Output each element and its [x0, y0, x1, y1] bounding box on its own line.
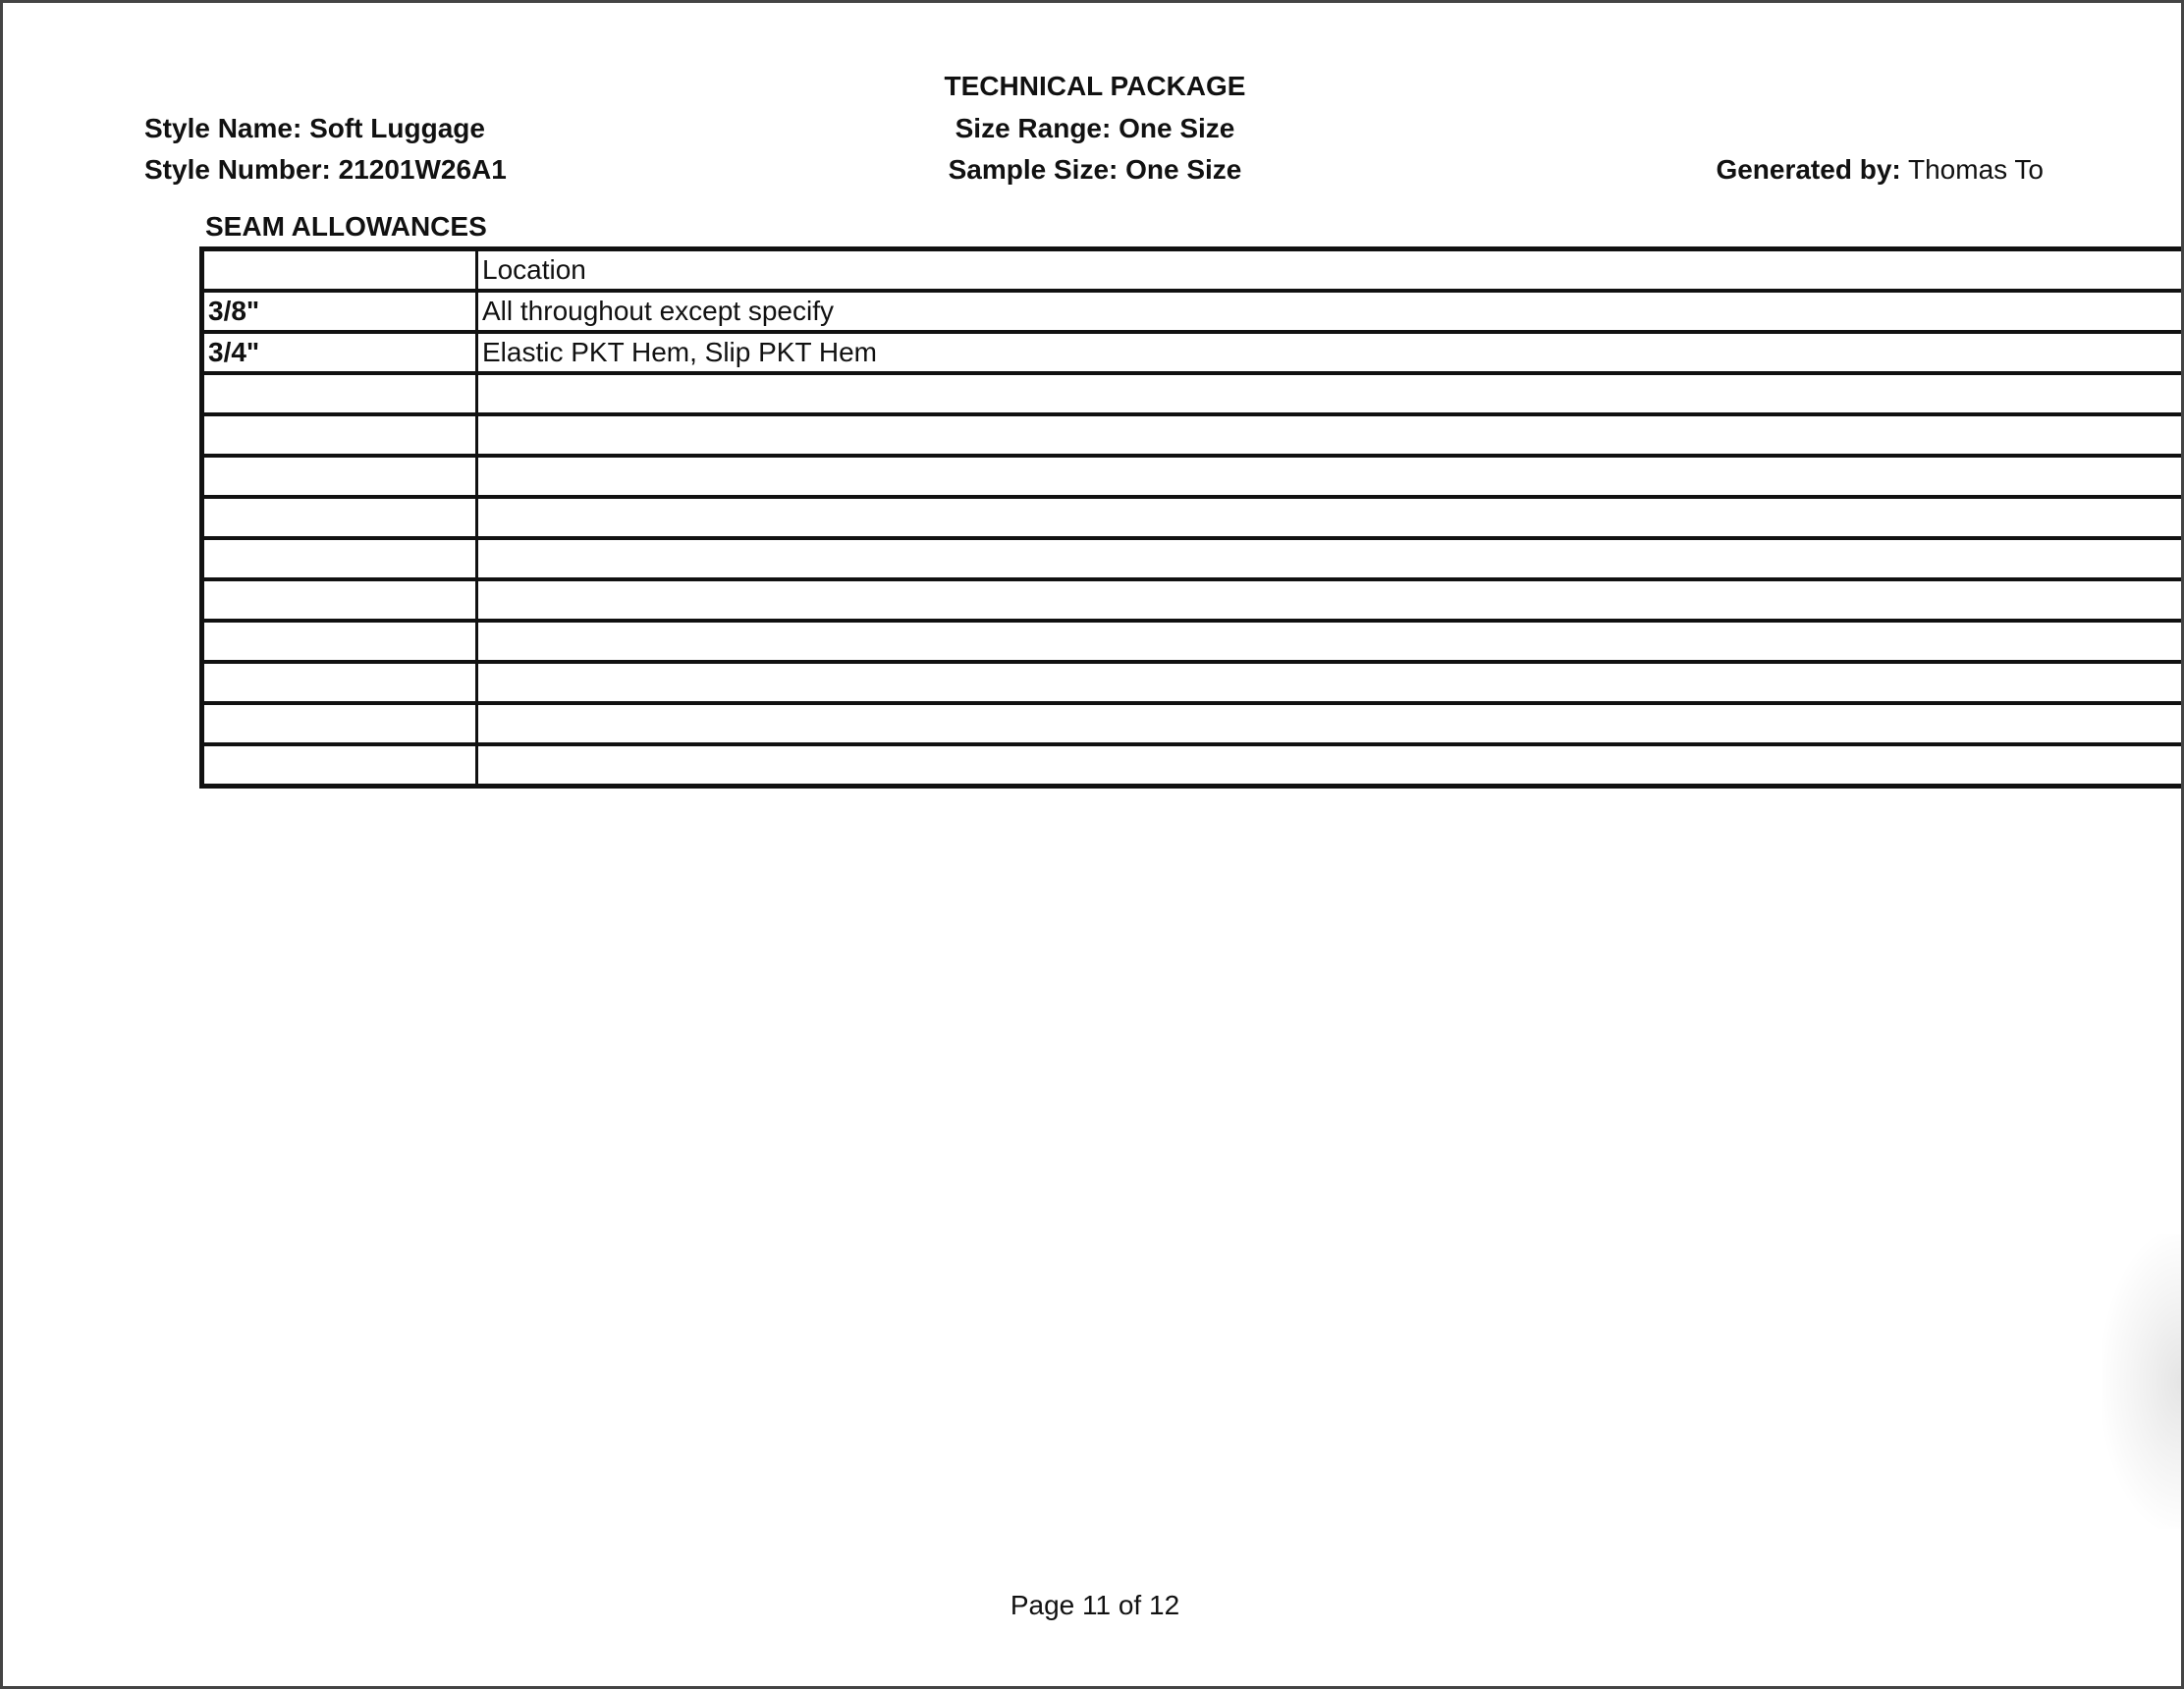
location-cell — [477, 703, 2184, 744]
table-row — [202, 579, 2184, 621]
location-cell — [477, 744, 2184, 787]
table-row — [202, 497, 2184, 538]
seam-allowance-table — [199, 246, 2184, 789]
allowance-cell — [202, 662, 477, 703]
allowance-cell — [202, 621, 477, 662]
page-number: Page 11 of 12 — [1010, 1590, 1180, 1620]
allowance-cell — [202, 373, 477, 414]
location-cell: All throughout except specify — [477, 291, 2184, 332]
location-cell: Elastic PKT Hem, Slip PKT Hem — [477, 332, 2184, 373]
allowance-cell: 3/4" — [202, 332, 477, 373]
location-cell — [477, 662, 2184, 703]
section-title: SEAM ALLOWANCES — [205, 211, 487, 242]
location-cell — [477, 538, 2184, 579]
table-row — [202, 373, 2184, 414]
document-title: TECHNICAL PACKAGE — [944, 71, 1246, 101]
page-curl-shadow — [2102, 1234, 2181, 1529]
column-header: Location — [477, 249, 2184, 292]
table-row — [202, 456, 2184, 497]
location-cell — [477, 373, 2184, 414]
location-cell — [477, 456, 2184, 497]
generated-by-label: Generated by: — [1716, 154, 1901, 185]
allowance-cell — [202, 456, 477, 497]
location-cell — [477, 414, 2184, 456]
location-cell — [477, 621, 2184, 662]
allowance-cell — [202, 744, 477, 787]
allowance-cell — [202, 703, 477, 744]
allowance-cell — [202, 414, 477, 456]
sample-size: Sample Size: One Size — [948, 154, 1242, 185]
table-row — [202, 332, 2184, 373]
table-row — [202, 414, 2184, 456]
location-cell — [477, 579, 2184, 621]
generated-by — [1716, 153, 2044, 187]
table-row — [202, 538, 2184, 579]
style-name: Style Name: Soft Luggage — [144, 113, 485, 143]
table-row — [202, 621, 2184, 662]
location-cell — [477, 497, 2184, 538]
size-range: Size Range: One Size — [955, 113, 1235, 143]
table-row — [202, 703, 2184, 744]
allowance-cell: 3/8" — [202, 291, 477, 332]
allowance-cell — [202, 538, 477, 579]
table-row — [202, 744, 2184, 787]
allowance-cell — [202, 579, 477, 621]
style-number: Style Number: 21201W26A1 — [144, 154, 507, 185]
table-header-row — [202, 249, 2184, 292]
column-header — [202, 249, 477, 292]
table-row — [202, 291, 2184, 332]
generated-by-value: Thomas To — [1908, 154, 2044, 185]
table-row — [202, 662, 2184, 703]
allowance-cell — [202, 497, 477, 538]
